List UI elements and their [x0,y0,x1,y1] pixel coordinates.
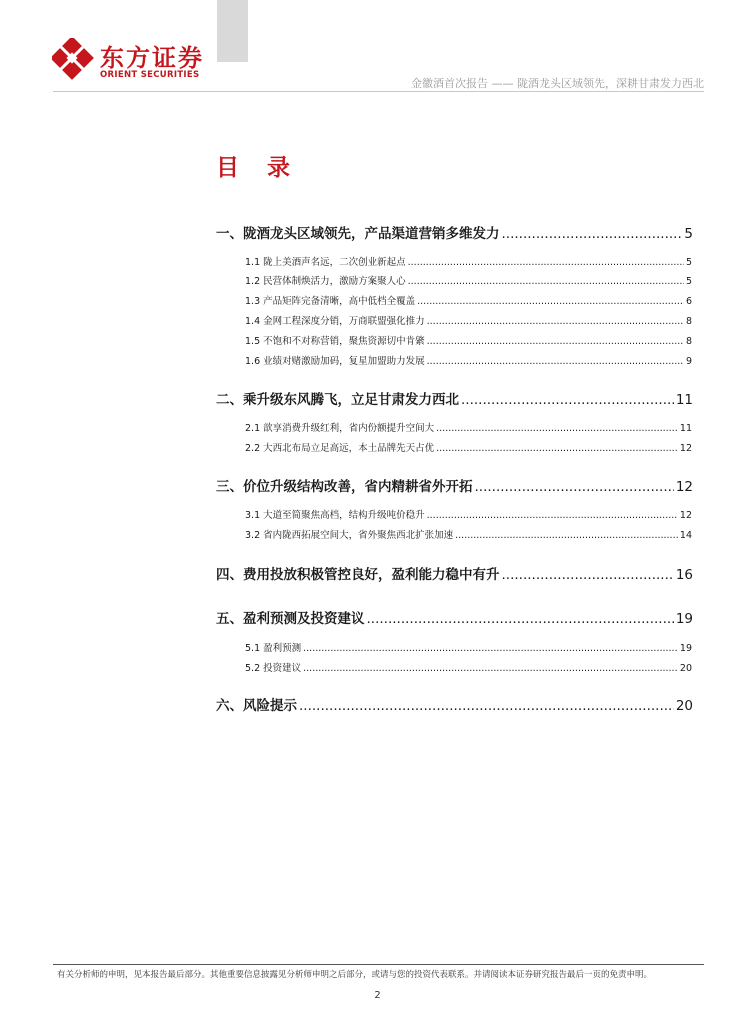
toc-item-title: 3.1 大道至简聚焦高档，结构升级吨价稳升 [245,510,425,521]
toc-item-2-1[interactable] [245,420,692,434]
toc-section-6[interactable] [216,694,693,714]
toc-heading: 目 录 [216,155,301,181]
toc-item-1-3[interactable] [245,293,692,307]
dot-leader [455,530,678,541]
toc-item-3-2[interactable] [245,527,692,541]
dot-leader [461,392,674,408]
toc-item-title: 5.1 盈利预测 [245,643,302,654]
dot-leader [436,423,678,434]
dot-leader [502,226,683,242]
dot-leader [502,567,674,583]
toc-page-number: 12 [675,479,693,495]
dot-leader [408,276,684,287]
dot-leader [299,698,674,714]
toc-item-title: 3.2 省内陇西拓展空间大，省外聚焦西北扩张加速 [245,530,454,541]
orient-securities-logo [52,38,212,84]
toc-page-number: 6 [685,296,692,307]
toc-section-title: 一、陇酒龙头区域领先，产品渠道营销多维发力 [216,226,500,242]
toc-section-5[interactable] [216,607,693,627]
toc-item-title: 5.2 投资建议 [245,663,302,674]
toc-item-title: 2.2 大西北布局立足高远，本土品牌先天占优 [245,443,435,454]
toc-section-4[interactable] [216,563,693,583]
toc-page-number: 8 [685,316,692,327]
dot-leader [427,336,684,347]
dot-leader [367,611,674,627]
dot-leader [427,510,678,521]
toc-page-number: 5 [684,226,693,242]
toc-page-number: 5 [685,257,692,268]
logo-english-name: ORIENT SECURITIES [100,70,200,80]
toc-item-title: 1.3 产品矩阵完备清晰，高中低档全覆盖 [245,296,416,307]
toc-item-title: 1.4 金网工程深度分销，万商联盟强化推力 [245,316,425,327]
toc-section-title: 三、价位升级结构改善，省内精耕省外开拓 [216,479,473,495]
toc-item-title: 1.6 业绩对赌激励加码，复星加盟助力发展 [245,356,425,367]
toc-page-number: 14 [679,530,692,541]
dot-leader [475,479,674,495]
footer-disclaimer: 有关分析师的申明，见本报告最后部分。其他重要信息披露见分析师申明之后部分，或请与您的投资代表联系。并请阅读本证券研究报告最后一页的免责申明。 [57,970,653,980]
report-header-title: 金徽酒首次报告 —— 陇酒龙头区域领先，深耕甘肃发力西北 [411,77,704,90]
toc-page-number: 11 [675,392,693,408]
dot-leader [408,257,684,268]
toc-item-1-4[interactable] [245,313,692,327]
toc-section-2[interactable] [216,388,693,408]
logo-diamond-icon [52,38,94,80]
toc-section-title: 二、乘升级东风腾飞，立足甘肃发力西北 [216,392,459,408]
toc-item-1-2[interactable] [245,273,692,287]
footer-divider [53,964,704,965]
toc-item-3-1[interactable] [245,507,692,521]
toc-item-title: 1.1 陇上美酒声名远，二次创业新起点 [245,257,406,268]
toc-item-title: 2.1 歆享消费升级红利，省内份额提升空间大 [245,423,435,434]
toc-page-number: 19 [675,611,693,627]
toc-section-title: 五、盈利预测及投资建议 [216,611,365,627]
header-divider [53,91,704,92]
toc-page-number: 9 [685,356,692,367]
toc-section-title: 六、风险提示 [216,698,297,714]
dot-leader [303,663,678,674]
toc-item-title: 1.2 民营体制焕活力，激励方案聚人心 [245,276,406,287]
toc-section-title: 四、费用投放积极管控良好，盈利能力稳中有升 [216,567,500,583]
toc-item-5-1[interactable] [245,640,692,654]
dot-leader [427,316,684,327]
toc-section-1[interactable] [216,222,693,242]
toc-page-number: 20 [675,698,693,714]
toc-item-1-1[interactable] [245,254,692,268]
page-number: 2 [374,990,381,1001]
toc-page-number: 12 [679,443,692,454]
toc-page-number: 19 [679,643,692,654]
toc-page-number: 8 [685,336,692,347]
toc-item-1-6[interactable] [245,353,692,367]
toc-item-5-2[interactable] [245,660,692,674]
toc-item-2-2[interactable] [245,440,692,454]
toc-section-3[interactable] [216,475,693,495]
logo-chinese-name: 东方证券 [100,44,204,72]
dot-leader [417,296,684,307]
toc-item-1-5[interactable] [245,333,692,347]
header-accent-bar [217,0,248,62]
toc-page-number: 11 [679,423,692,434]
toc-page-number: 20 [679,663,692,674]
toc-page-number: 16 [675,567,693,583]
dot-leader [303,643,678,654]
toc-page-number: 5 [685,276,692,287]
dot-leader [436,443,678,454]
dot-leader [427,356,684,367]
toc-item-title: 1.5 不饱和不对称营销，聚焦资源切中肯綮 [245,336,425,347]
toc-page-number: 12 [679,510,692,521]
